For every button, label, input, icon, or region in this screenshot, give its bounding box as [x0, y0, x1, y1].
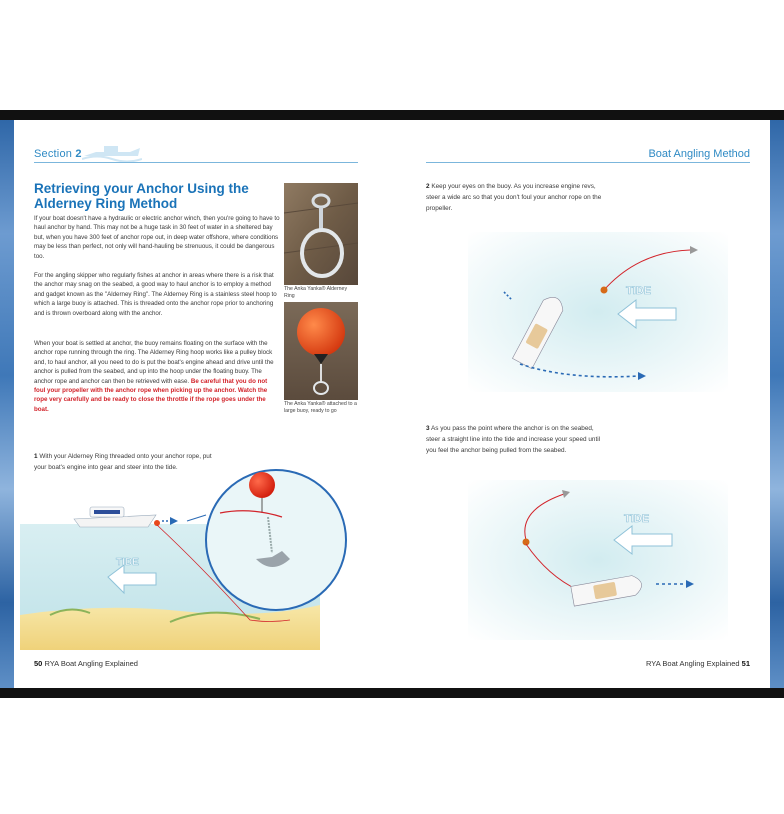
step-3-text: 3 As you pass the point where the anchor is on the seabed, steer a straight line into the tide and increase your speed until you feel the anchor being pulled from the seabed. — [426, 425, 601, 454]
paragraph-2: For the angling skipper who regularly fishes at anchor in areas where there is a risk that the anchor may snag on the seabed, a good way to haul anchor is to employ a method and gadget known as the "Alderney Ring". The Alderney Ring is a stainless steel hoop to which a large buoy is attached. This is threaded onto the anchor rope prior to anchoring and is thrown overboard along with the anchor. — [34, 272, 277, 317]
header-rule-left — [34, 162, 358, 163]
tide-label-1: TIDE — [116, 557, 139, 568]
step-2-diagram — [468, 232, 728, 392]
step-3-diagram — [468, 480, 728, 640]
step-1-diagram — [20, 455, 360, 650]
footer-left: 50 RYA Boat Angling Explained — [34, 659, 138, 668]
step-2-text: 2 Keep your eyes on the buoy. As you increase engine revs, steer a wide arc so that you don't foul your anchor rope on the propeller. — [426, 183, 602, 212]
step-1-text: 1 With your Alderney Ring threaded onto your anchor rope, put your boat's engine into gear and steer into the tide. — [34, 453, 212, 471]
article-heading: Retrieving your Anchor Using the Alderney Ring Method — [34, 181, 249, 211]
footer-right: RYA Boat Angling Explained 51 — [646, 659, 750, 668]
tide-label-3: TIDE — [624, 513, 650, 525]
bottom-binding-bar — [0, 688, 784, 698]
paragraph-1: If your boat doesn't have a hydraulic or electric anchor winch, then you're going to have to haul anchor by hand. This may not be a huge task in 30 feet of water in a sheltered bay but, when you have 300 feet of anchor rope out, in deep water offshore, where conditions may be less than perfect, not only will hand-hauling be strenuous, it could be dangerous too. — [34, 215, 280, 260]
left-page-edge — [0, 120, 14, 688]
top-binding-bar — [0, 110, 784, 120]
photo2-caption: The Anka Yanka® attached to a large buoy, ready to go — [284, 401, 357, 414]
running-title: Boat Angling Method — [648, 148, 750, 160]
section-label: Section 2 — [34, 148, 82, 160]
right-page-edge — [770, 120, 784, 688]
paragraph-3: When your boat is settled at anchor, the buoy remains floating on the surface with the anchor rope running through the ring. The Alderney Ring hoop works like a pulley block and, to haul anchor, all you need to do is put the boat's engine ahead and drive until the anchor is pulled from the seabed, and up into the hoop under the floating buoy. The anchor rope and anchor can then be retrieved with ease. Be careful that you do not foul your propeller with the anchor rope when picking up the anchor. Watch the rope very carefully and be ready to close the throttle if the rope goes under the boat. — [34, 340, 274, 413]
header-rule-right — [426, 162, 750, 163]
buoy-photo — [284, 302, 358, 400]
alderney-ring-photo — [284, 183, 358, 285]
tide-label-2: TIDE — [626, 285, 652, 297]
photo1-caption: The Anka Yanka® Alderney Ring — [284, 286, 348, 299]
boat-header-icon — [82, 140, 142, 162]
propeller-warning: Be careful that you do not foul your propeller with the anchor rope when picking up the anchor. Watch the rope very carefully and be ready to close the throttle if the rope goes under the boat. — [34, 377, 268, 413]
